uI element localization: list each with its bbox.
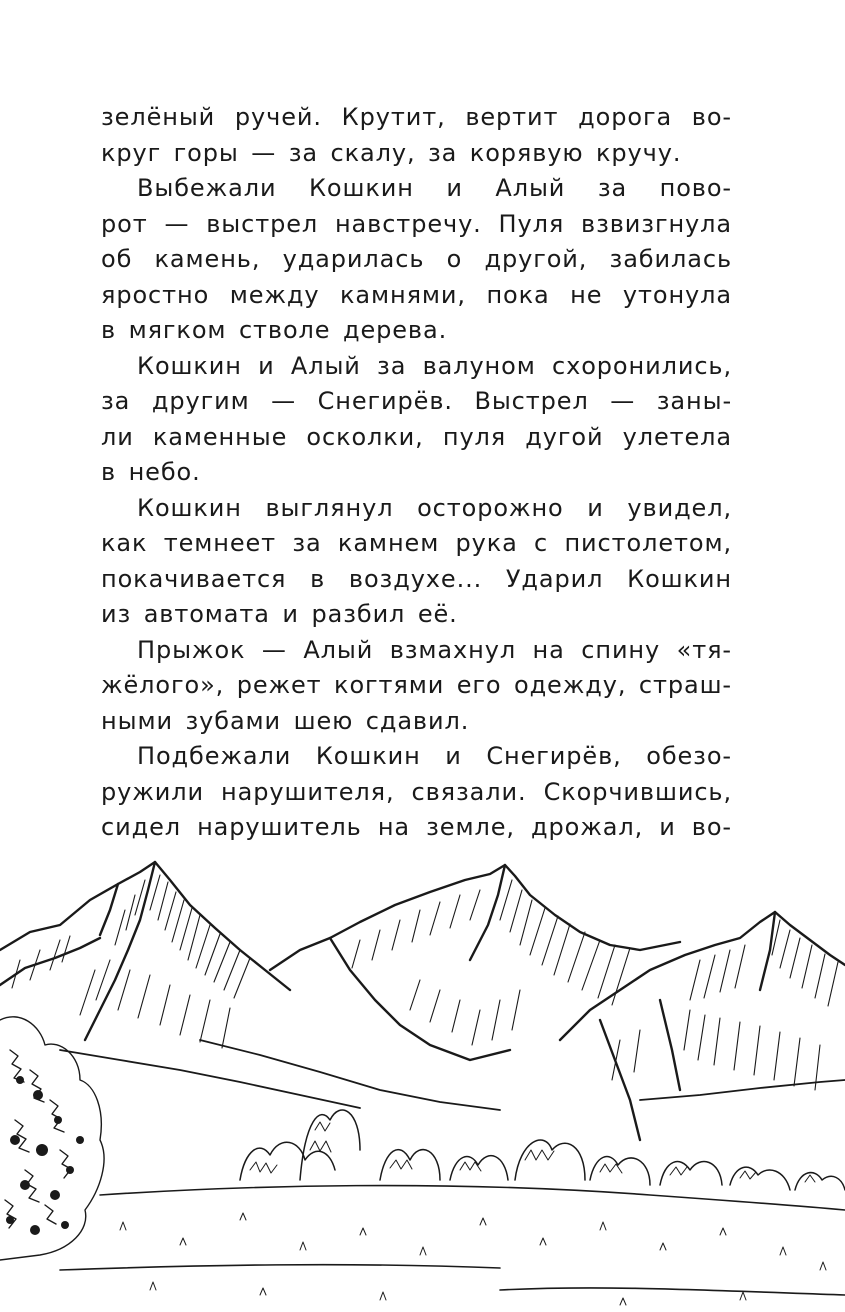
body-text bbox=[101, 100, 732, 846]
text-line: за другим — Снегирёв. Выстрел — заны- bbox=[101, 387, 732, 415]
foothills bbox=[60, 1040, 845, 1110]
text-line: сидел нарушитель на земле, дрожал, и во- bbox=[101, 813, 732, 841]
text-line: круг горы — за скалу, за корявую кручу. bbox=[101, 138, 682, 167]
meadow bbox=[60, 1186, 845, 1295]
text-line: ли каменные осколки, пуля дугой улетела bbox=[101, 422, 732, 451]
paragraph bbox=[101, 739, 732, 846]
text-line: яростно между камнями, пока не утонула bbox=[101, 280, 732, 309]
left-mountain bbox=[0, 862, 290, 1040]
text-line: покачивается в воздухе... Ударил Кошкин bbox=[101, 564, 732, 593]
text-line: Подбежали Кошкин и Снегирёв, обезо- bbox=[137, 742, 732, 770]
paragraph bbox=[101, 171, 732, 349]
paragraph bbox=[101, 491, 732, 633]
right-mountain bbox=[560, 912, 845, 1140]
text-line: Кошкин выглянул осторожно и увидел, bbox=[137, 493, 732, 522]
text-line: рот — выстрел навстречу. Пуля взвизгнула bbox=[101, 209, 732, 238]
text-line: как темнеет за камнем рука с пистолетом, bbox=[101, 529, 732, 557]
paragraph bbox=[101, 349, 732, 491]
right-mountain-hatching bbox=[612, 920, 838, 1090]
text-line: ружили нарушителя, связали. Скорчившись, bbox=[101, 777, 732, 806]
text-line: зелёный ручей. Крутит, вертит дорога во- bbox=[101, 103, 732, 131]
text-line: в мягком стволе дерева. bbox=[101, 316, 448, 344]
text-line: Прыжок — Алый взмахнул на спину «тя- bbox=[137, 635, 732, 664]
text-line: из автомата и разбил её. bbox=[101, 600, 458, 628]
text-line: Выбежали Кошкин и Алый за пово- bbox=[137, 174, 732, 202]
text-line: Кошкин и Алый за валуном схоронились, bbox=[137, 351, 732, 380]
left-bush-shading bbox=[6, 1076, 84, 1235]
paragraph bbox=[101, 633, 732, 740]
tree-line-scribble bbox=[250, 1122, 815, 1182]
paragraph bbox=[101, 100, 732, 171]
mountain-landscape-illustration bbox=[0, 850, 845, 1312]
text-line: в небо. bbox=[101, 458, 201, 486]
text-line: ными зубами шею сдавил. bbox=[101, 706, 470, 735]
text-line: жёлого», режет когтями его одежду, страш- bbox=[101, 671, 732, 699]
text-line: об камень, ударилась о другой, забилась bbox=[101, 245, 732, 273]
